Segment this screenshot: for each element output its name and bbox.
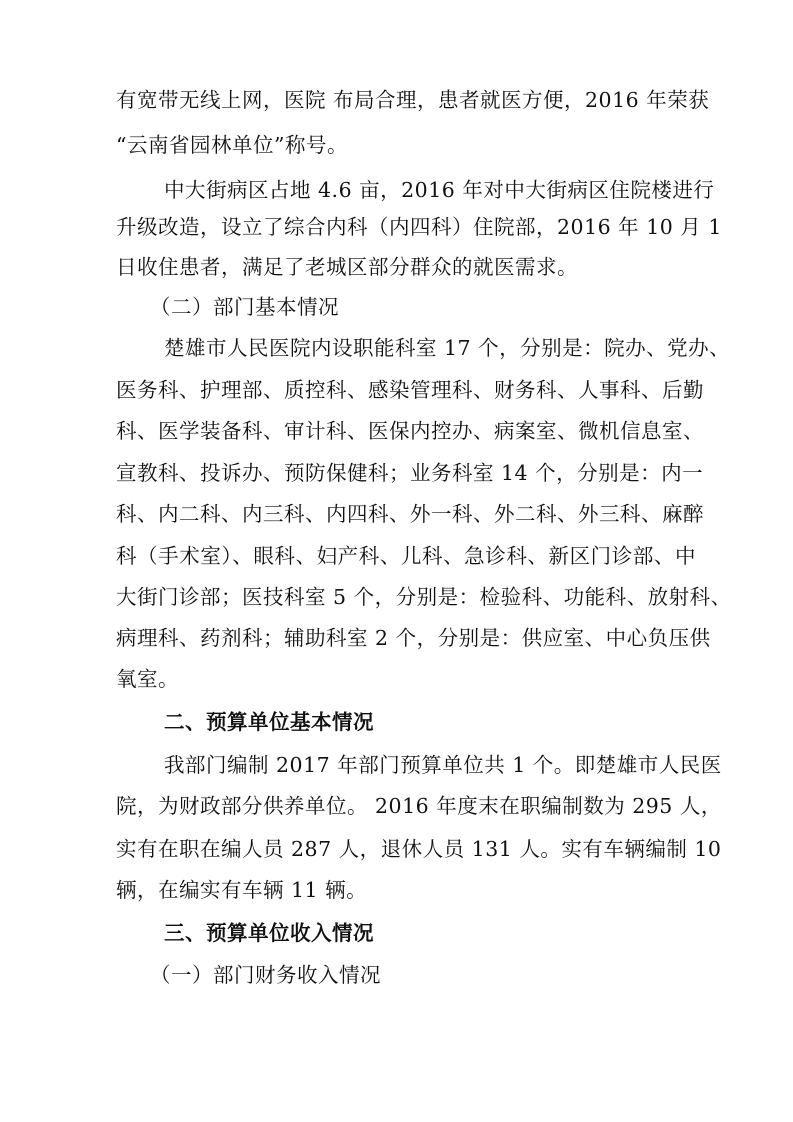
paragraph-line: 医务科、护理部、质控科、感染管理科、财务科、人事科、后勤 (116, 378, 704, 402)
paragraph-line: 大街门诊部；医技科室 5 个，分别是：检验科、功能科、放射科、 (116, 585, 732, 609)
section-subheading: （一）部门财务收入情况 (150, 963, 381, 987)
paragraph-line: 院，为财政部分供养单位。 2016 年度末在职编制数为 295 人， (116, 794, 722, 818)
paragraph-line: 科（手术室）、眼科、妇产科、儿科、急诊科、新区门诊部、中 (116, 544, 696, 568)
paragraph-line: 中大街病区占地 4.6 亩，2016 年对中大街病区住院楼进行 (164, 178, 715, 202)
paragraph-line: 科、内二科、内三科、内四科、外一科、外二科、外三科、麻醉 (116, 502, 704, 526)
paragraph-line: 辆，在编实有车辆 11 辆。 (116, 878, 368, 902)
section-heading: 三、预算单位收入情况 (164, 921, 374, 945)
section-subheading: （二）部门基本情况 (150, 295, 339, 319)
section-heading: 二、预算单位基本情况 (164, 710, 374, 734)
paragraph-line: 日收住患者，满足了老城区部分群众的就医需求。 (116, 255, 578, 279)
paragraph-line: 有宽带无线上网，医院 布局合理，患者就医方便，2016 年荣获 (116, 88, 710, 112)
paragraph-line: 科、医学装备科、审计科、医保内控办、病案室、微机信息室、 (116, 419, 704, 443)
paragraph-line: 宣教科、投诉办、预防保健科；业务科室 14 个，分别是：内一 (116, 461, 704, 485)
paragraph-line: 实有在职在编人员 287 人，退休人员 131 人。实有车辆编制 10 (116, 837, 722, 861)
paragraph-line: 病理科、药剂科；辅助科室 2 个，分别是：供应室、中心负压供 (116, 626, 711, 650)
paragraph-line: 氧室。 (116, 667, 179, 691)
paragraph-line: “云南省园林单位”称号。 (116, 133, 348, 157)
paragraph-line: 楚雄市人民医院内设职能科室 17 个，分别是：院办、党办、 (164, 336, 731, 360)
paragraph-line: 升级改造，设立了综合内科（内四科）住院部，2016 年 10 月 1 (116, 215, 722, 239)
paragraph-line: 我部门编制 2017 年部门预算单位共 1 个。即楚雄市人民医 (164, 753, 722, 777)
